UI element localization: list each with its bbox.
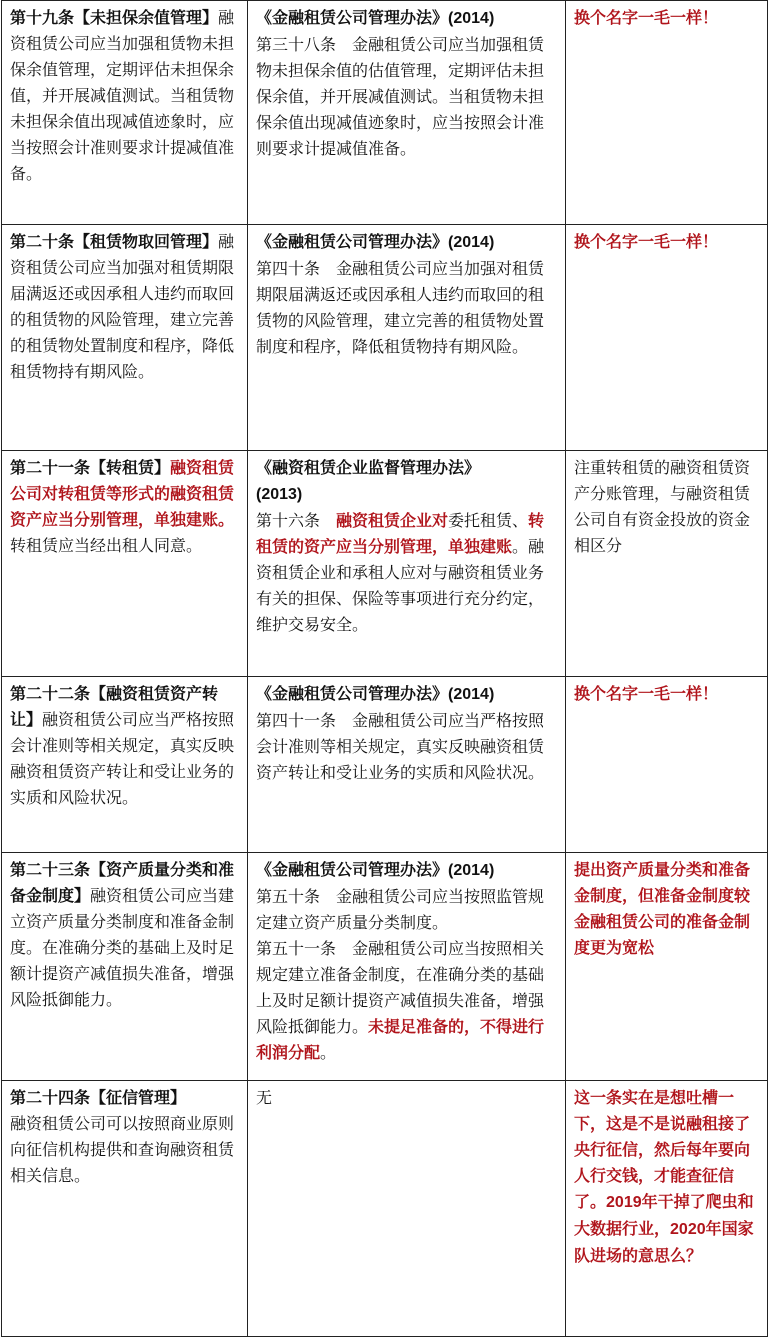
old-rule-cell bbox=[248, 853, 566, 1081]
source-article: 第三十八条 bbox=[256, 35, 337, 54]
source-text: 委托租赁、 bbox=[448, 511, 529, 530]
comment-text: 换个名字一毛一样！ bbox=[574, 8, 719, 27]
old-rule-cell bbox=[248, 451, 566, 677]
table-row bbox=[2, 1, 768, 225]
source-text: 金融租赁公司应当按照监管规定建立资产质量分类制度。 bbox=[256, 887, 545, 932]
comment-cell bbox=[566, 225, 768, 451]
article-title: 第十九条【未担保余值管理】 bbox=[10, 8, 219, 27]
source-year: (2014) bbox=[448, 10, 495, 27]
new-rule-cell bbox=[2, 451, 248, 677]
source-highlight: 融资租赁企业对 bbox=[336, 511, 449, 530]
source-law: 《金融租赁公司管理办法》 bbox=[256, 8, 449, 27]
new-rule-cell bbox=[2, 1, 248, 225]
comment-cell bbox=[566, 853, 768, 1081]
source-highlight: 未提足准备的，不得进行利润分配 bbox=[256, 1017, 545, 1062]
comment-text: 年国家队进场的意思么？ bbox=[574, 1219, 754, 1265]
source-highlight: 转租赁的资产应当分别管理，单独建账 bbox=[256, 511, 545, 556]
comment-cell bbox=[566, 1, 768, 225]
new-rule-cell bbox=[2, 1081, 248, 1337]
source-law: 《金融租赁公司管理办法》 bbox=[256, 232, 449, 251]
comment-text: 注重转租赁的融资租赁资产分账管理，与融资租赁公司自有资金投放的资金相区分 bbox=[574, 458, 751, 555]
comment-year: 2020 bbox=[670, 1221, 706, 1238]
comment-text: 提出资产质量分类和准备金制度，但准备金制度较金融租赁公司的准备金制度更为宽松 bbox=[574, 860, 751, 957]
comment-cell bbox=[566, 677, 768, 853]
source-year: (2013) bbox=[256, 486, 303, 503]
comment-year: 2019 bbox=[606, 1194, 642, 1211]
source-year: (2014) bbox=[448, 686, 495, 703]
source-law: 《金融租赁公司管理办法》 bbox=[256, 684, 449, 703]
source-text: 金融租赁公司应当加强对租赁期限届满返还或因承租人违约而取回的租赁物的风险管理，建立完善的租赁物处置制度和程序，降低租赁物持有期风险。 bbox=[256, 259, 545, 356]
comment-text: 年干掉了爬虫和大数据行业， bbox=[574, 1192, 754, 1238]
source-year: (2014) bbox=[448, 862, 495, 879]
article-title: 第二十二条【融资租赁资产转让】 bbox=[10, 684, 219, 729]
table-row bbox=[2, 853, 768, 1081]
article-title: 第二十四条【征信管理】 bbox=[10, 1088, 187, 1107]
source-text: 金融租赁公司应当严格按照会计准则等相关规定，真实反映融资租赁资产转让和受让业务的实质和风险状况。 bbox=[256, 711, 545, 782]
article-highlight: 融资租赁公司对转租赁等形式的融资租赁资产应当分别管理，单独建账。 bbox=[10, 458, 235, 529]
table-row bbox=[2, 677, 768, 853]
comment-cell bbox=[566, 1081, 768, 1337]
source-article: 第十六条 bbox=[256, 511, 321, 530]
source-article: 第五十条 bbox=[256, 887, 321, 906]
article-body: 融资租赁公司可以按照商业原则向征信机构提供和查询融资租赁相关信息。 bbox=[10, 1114, 235, 1185]
table-row bbox=[2, 451, 768, 677]
source-article: 第四十一条 bbox=[256, 711, 337, 730]
article-title: 第二十三条【资产质量分类和准备金制度】 bbox=[10, 860, 235, 905]
source-article: 第四十条 bbox=[256, 259, 321, 278]
article-title: 第二十一条【转租赁】 bbox=[10, 458, 171, 477]
comment-cell bbox=[566, 451, 768, 677]
table-row bbox=[2, 225, 768, 451]
source-law: 《融资租赁企业监督管理办法》 bbox=[256, 458, 481, 477]
comment-text: 换个名字一毛一样！ bbox=[574, 232, 719, 251]
table-row bbox=[2, 1081, 768, 1337]
source-article: 第五十一条 bbox=[256, 939, 337, 958]
source-law: 《金融租赁公司管理办法》 bbox=[256, 860, 449, 879]
article-title: 第二十条【租赁物取回管理】 bbox=[10, 232, 219, 251]
source-text: 金融租赁公司应当加强租赁物未担保余值的估值管理，定期评估未担保余值，并开展减值测试。当租赁物未担保余值出现减值迹象时，应当按照会计准则要求计提减值准备。 bbox=[256, 35, 545, 158]
old-rule-cell bbox=[248, 677, 566, 853]
article-body: 融资租赁公司应当建立资产质量分类制度和准备金制度。在准确分类的基础上及时足额计提资产减值损失准备，增强风险抵御能力。 bbox=[10, 886, 235, 1009]
new-rule-cell bbox=[2, 853, 248, 1081]
old-rule-cell bbox=[248, 225, 566, 451]
comment-text: 换个名字一毛一样！ bbox=[574, 684, 719, 703]
article-body: 融资租赁公司应当加强租赁物未担保余值管理，定期评估未担保余值，并开展减值测试。当租赁物未担保余值出现减值迹象时，应当按照会计准则要求计提减值准备。 bbox=[10, 8, 235, 183]
article-body: 转租赁应当经出租人同意。 bbox=[10, 536, 203, 555]
source-text: 金融租赁公司应当按照相关规定建立准备金制度，在准确分类的基础上及时足额计提资产减值损失准备，增强风险抵御能力。 bbox=[256, 939, 545, 1036]
source-year: (2014) bbox=[448, 234, 495, 251]
comparison-table bbox=[1, 0, 768, 1337]
article-body: 融资租赁公司应当严格按照会计准则等相关规定，真实反映融资租赁资产转让和受让业务的实质和风险状况。 bbox=[10, 710, 235, 807]
old-rule-cell bbox=[248, 1081, 566, 1337]
source-text: 无 bbox=[256, 1088, 273, 1107]
article-body: 融资租赁公司应当加强对租赁期限届满返还或因承租人违约而取回的租赁物的风险管理，建立完善的租赁物处置制度和程序，降低租赁物持有期风险。 bbox=[10, 232, 235, 381]
comment-text: 这一条实在是想吐槽一下，这是不是说融租接了央行征信，然后每年要向人行交钱，才能查征信了。 bbox=[574, 1088, 751, 1211]
new-rule-cell bbox=[2, 225, 248, 451]
source-text: 。融资租赁企业和承租人应对与融资租赁业务有关的担保、保险等事项进行充分约定，维护交易安全。 bbox=[256, 537, 545, 634]
old-rule-cell bbox=[248, 1, 566, 225]
source-text: 。 bbox=[320, 1043, 337, 1062]
new-rule-cell bbox=[2, 677, 248, 853]
